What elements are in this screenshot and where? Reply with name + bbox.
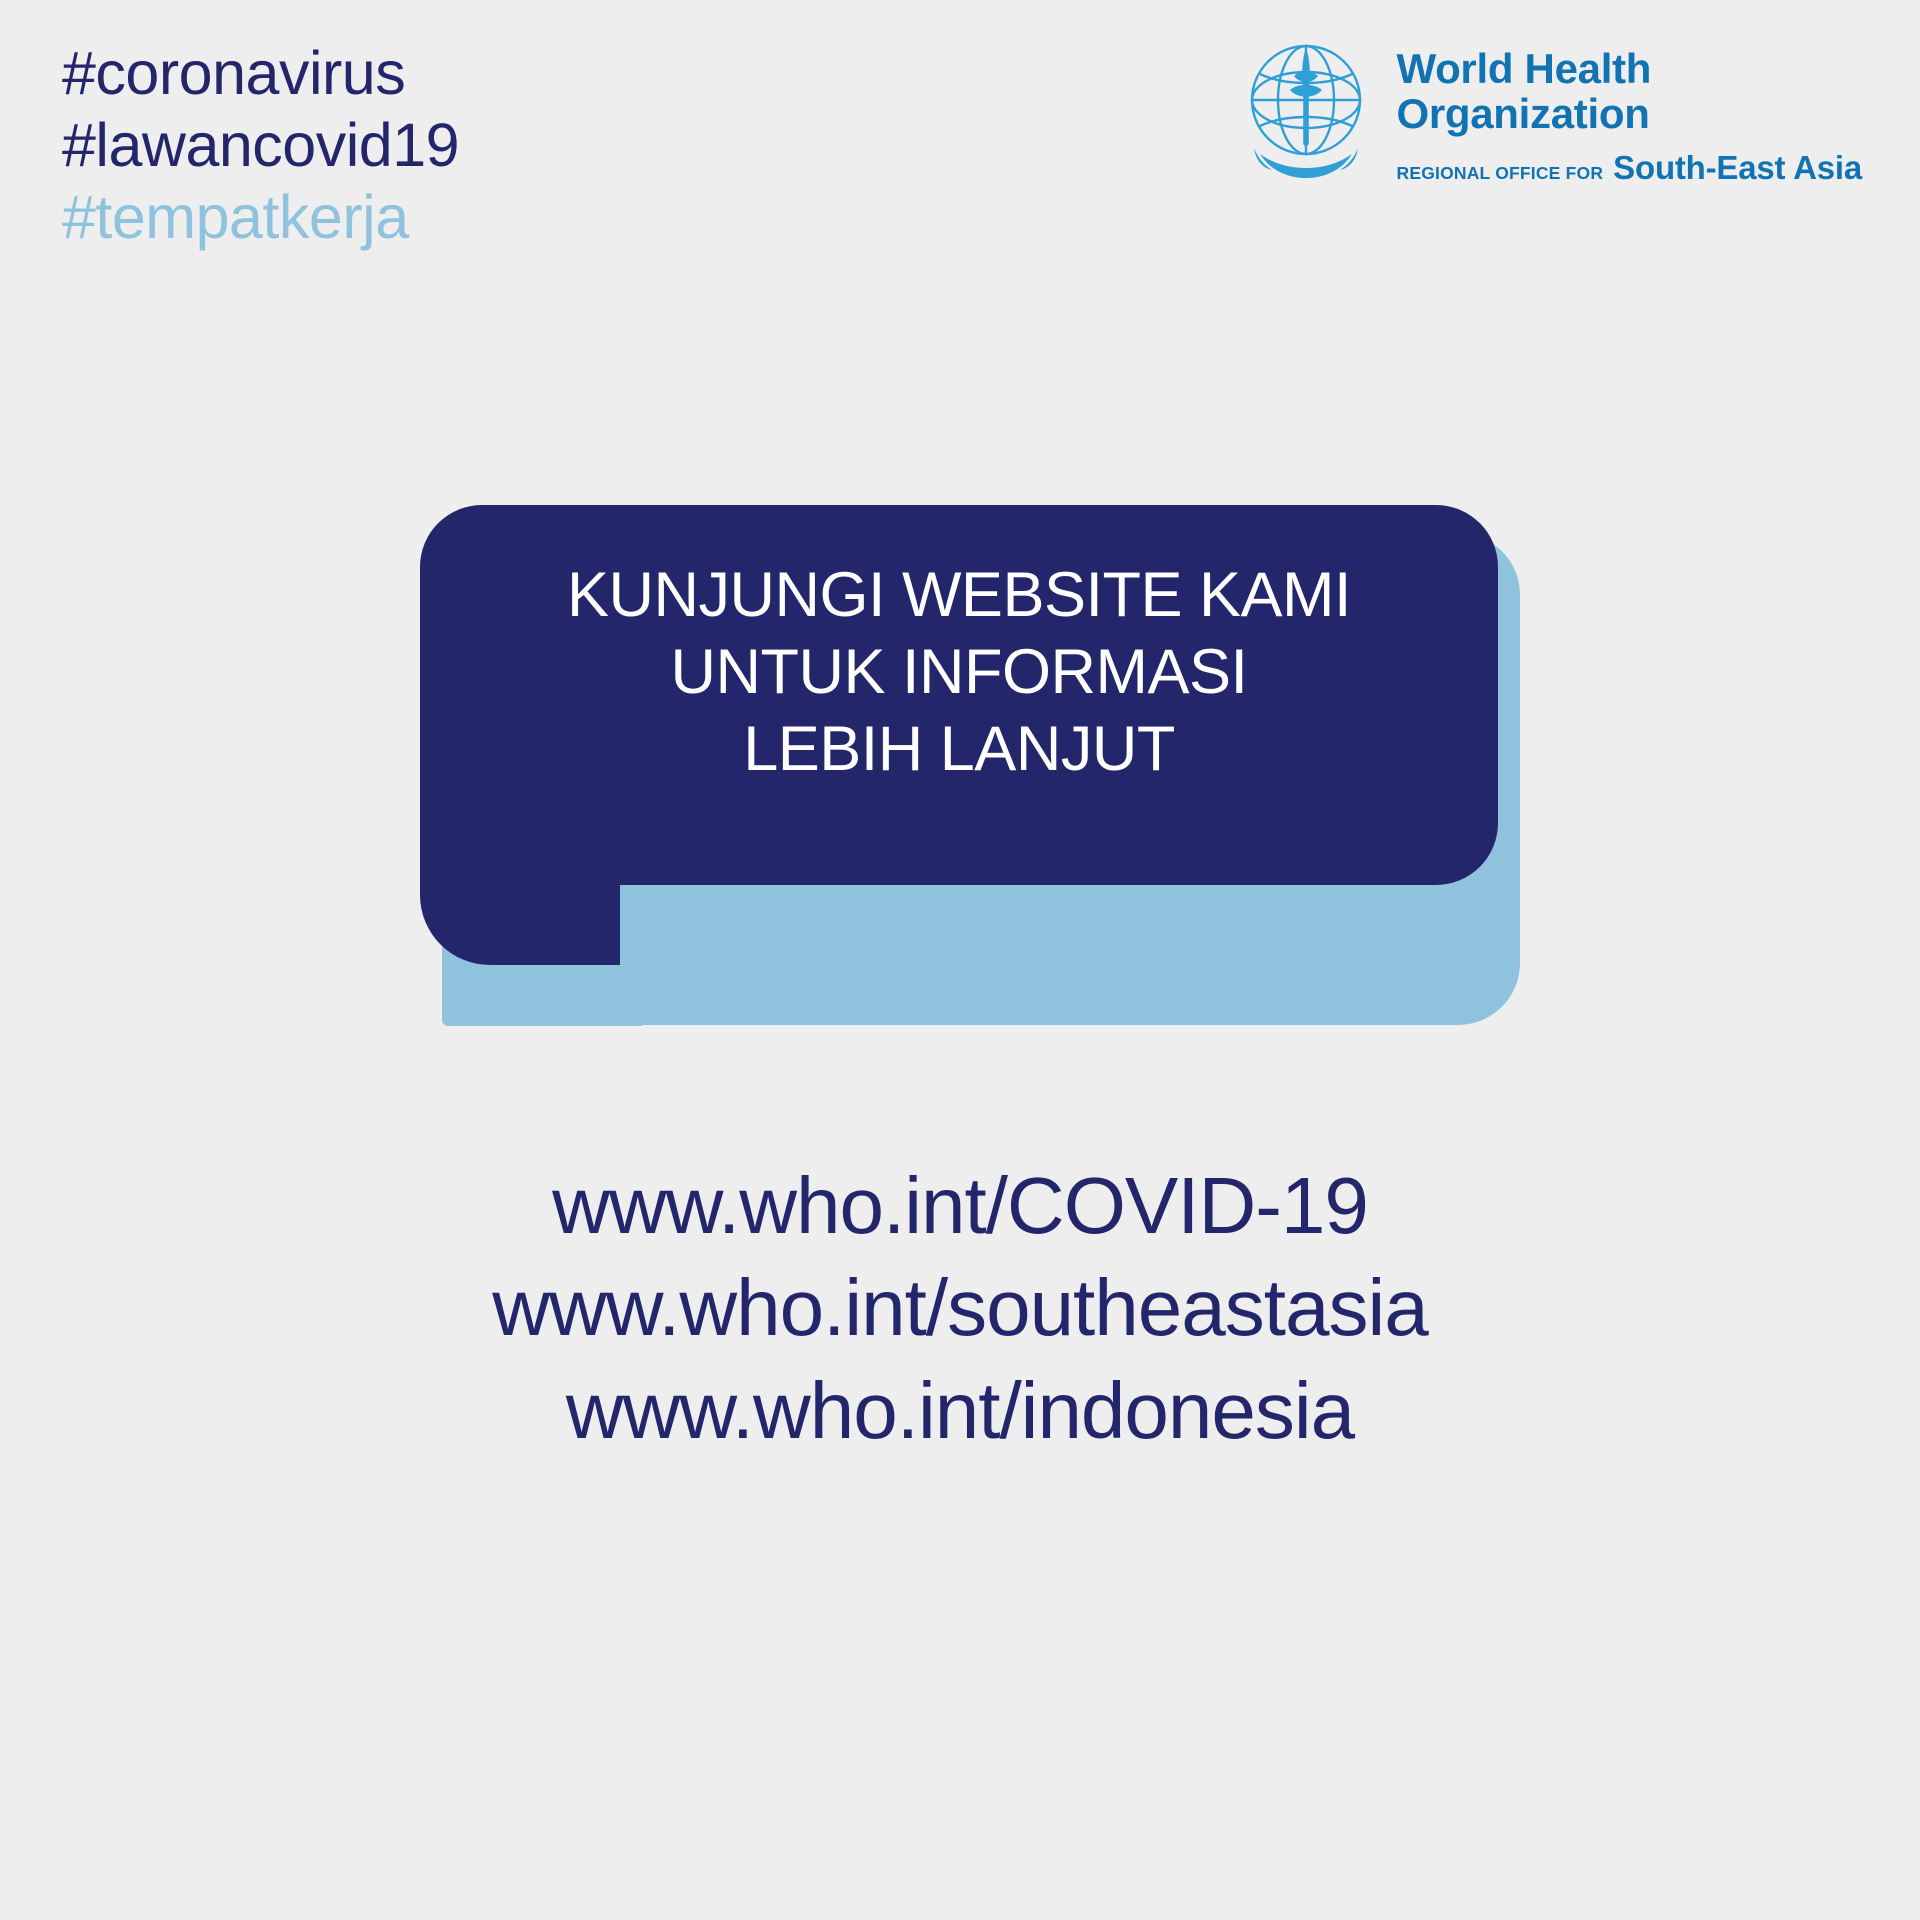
regional-office-region: South-East Asia (1613, 148, 1862, 186)
hashtag-coronavirus: #coronavirus (62, 39, 406, 107)
speech-bubble-tail (420, 835, 620, 965)
hashtag-block (62, 38, 459, 254)
who-emblem-icon (1230, 30, 1382, 182)
regional-office-prefix: REGIONAL OFFICE FOR (1396, 162, 1604, 183)
hashtag-lawancovid19: #lawancovid19 (62, 110, 460, 179)
who-logo (1230, 30, 1862, 187)
speech-bubble (420, 505, 1520, 1025)
who-wordmark-line2: Organization (1396, 90, 1650, 138)
hashtag-tempatkerja: #tempatkerja (62, 182, 409, 251)
bubble-line-1: KUNJUNGI WEBSITE KAMI (566, 560, 1352, 630)
url-indonesia[interactable]: www.who.int/indonesia (565, 1365, 1355, 1455)
who-regional-office (1396, 149, 1862, 187)
url-covid19[interactable]: www.who.int/COVID-19 (552, 1161, 1368, 1250)
who-wordmark (1396, 30, 1862, 187)
url-southeastasia[interactable]: www.who.int/southeastasia (492, 1263, 1428, 1353)
url-list (0, 1155, 1920, 1462)
who-wordmark-line1: World Health (1396, 45, 1652, 92)
speech-bubble-text (420, 557, 1498, 788)
bubble-line-3: LEBIH LANJUT (743, 713, 1175, 784)
bubble-line-2: UNTUK INFORMASI (670, 636, 1248, 707)
